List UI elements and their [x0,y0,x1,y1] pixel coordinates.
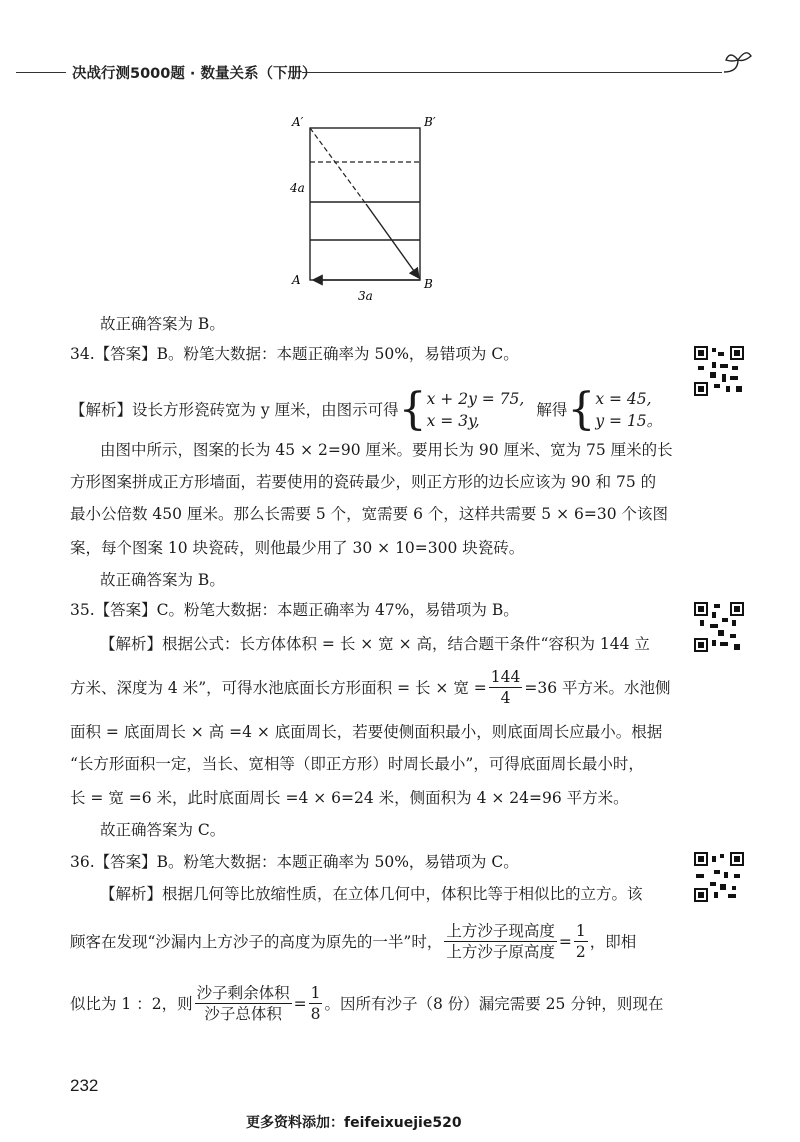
q36-frac3-num: 沙子剩余体积 [196,984,290,1002]
q35-line2-suffix: =36 平方米。水池侧 [524,678,671,697]
q36-frac3-den: 沙子总体积 [204,1005,282,1023]
q36-line1: 【解析】根据几何等比放缩性质，在立体几何中，体积比等于相似比的立方。该 [100,885,643,903]
q36-line3 [70,984,663,1023]
q35-fraction [489,668,523,707]
q36-line2-suffix: ，即相 [589,932,637,951]
q34-line4: 案，每个图案 10 块瓷砖，则他最少用了 30 × 10=300 块瓷砖。 [70,539,525,557]
q34-answer: 34.【答案】B。粉笔大数据：本题正确率为 50%，易错项为 C。 [70,345,519,363]
q36-line2 [70,922,636,961]
q34-equation-system [427,388,525,432]
q35-frac-den: 4 [500,689,511,707]
conclusion-33: 故正确答案为 B。 [100,315,225,333]
q35-line2 [70,668,670,707]
q34-eq1: x + 2y = 75, [426,390,525,408]
q34-solve-word: 解得 [536,401,568,419]
q36-frac1-num: 上方沙子现高度 [446,922,555,940]
q34-analysis [70,384,663,435]
q34-line2: 方形图案拼成正方形墙面，若要使用的瓷砖最少，则正方形的边长应该为 90 和 75 的 [70,473,657,491]
qr-code-34[interactable] [694,346,744,396]
q34-eq2: x = 3y, [426,412,480,430]
header-rule-right [302,72,722,73]
q35-answer: 35.【答案】C。粉笔大数据：本题正确率为 47%，易错项为 B。 [70,601,519,619]
footer-note: 更多资料添加：feifeixuejie520 [246,1115,462,1131]
sprout-icon [716,46,756,78]
q36-equals-2: = [293,994,307,1013]
q34-solution-system [595,388,662,432]
qr-code-36[interactable] [694,852,744,902]
q35-line3: 面积 = 底面周长 × 高 =4 × 底面周长，若要使侧面积最小，则底面周长应最小。根据 [70,723,663,741]
q36-frac4-num: 1 [310,984,321,1002]
q35-line2-prefix: 方米、深度为 4 米”，可得水池底面长方形面积 = 长 × 宽 = [70,678,487,697]
q36-line3-suffix: 。因所有沙子（8 份）漏完需要 25 分钟，则现在 [324,994,664,1013]
q35-line1: 【解析】根据公式：长方体体积 = 长 × 宽 × 高，结合题干条件“容积为 144 立 [100,635,650,653]
left-brace-2: { [567,384,596,435]
q34-analysis-prefix: 【解析】设长方形瓷砖宽为 y 厘米，由图示可得 [70,401,399,419]
conclusion-34: 故正确答案为 B。 [100,571,225,589]
label-b-prime: B′ [424,115,436,129]
diagram-diagonal-arrow [366,204,419,278]
header-title: 决战行测5000题 · 数量关系（下册） [72,66,317,82]
tile-diagram [286,112,446,302]
label-height: 4a [290,181,305,195]
page-number: 232 [70,1076,99,1095]
q36-line3-prefix: 似比为 1 ：2，则 [70,994,193,1013]
q35-frac-num: 144 [490,668,521,686]
q34-sol1: x = 45, [595,390,652,408]
q36-fraction-2 [574,922,588,961]
diagram-diagonal-dashed [310,128,366,204]
q36-frac4-den: 8 [310,1005,321,1023]
q36-fraction-3 [195,984,292,1023]
q34-sol2: y = 15。 [595,412,663,430]
q36-frac2-num: 1 [575,922,586,940]
qr-code-35[interactable] [694,602,744,652]
label-b: B [424,277,433,291]
q36-line2-prefix: 顾客在发现“沙漏内上方沙子的高度为原先的一半”时， [70,932,443,951]
q36-frac2-den: 2 [575,943,586,961]
q36-frac1-den: 上方沙子原高度 [446,943,555,961]
label-a: A [292,273,301,287]
q36-fraction-4 [309,984,323,1023]
q34-line3: 最小公倍数 450 厘米。那么长需要 5 个，宽需要 6 个，这样共需要 5 × 6=30 个该图 [70,505,669,523]
q36-equals-1: = [558,932,572,951]
label-a-prime: A′ [292,115,304,129]
conclusion-35: 故正确答案为 C。 [100,821,226,839]
left-brace: { [398,384,427,435]
q36-answer: 36.【答案】B。粉笔大数据：本题正确率为 50%，易错项为 C。 [70,853,519,871]
q35-line4: “长方形面积一定，当长、宽相等（即正方形）时周长最小”，可得底面周长最小时， [70,755,644,773]
q35-line5: 长 = 宽 =6 米，此时底面周长 =4 × 6=24 米，侧面积为 4 × 24=96 平方米。 [70,789,629,807]
q34-line1: 由图中所示，图案的长为 45 × 2=90 厘米。要用长为 90 厘米、宽为 75 厘米的长 [100,441,673,459]
header-rule-left [16,72,66,73]
label-width: 3a [358,289,373,302]
q36-fraction-1 [444,922,557,961]
